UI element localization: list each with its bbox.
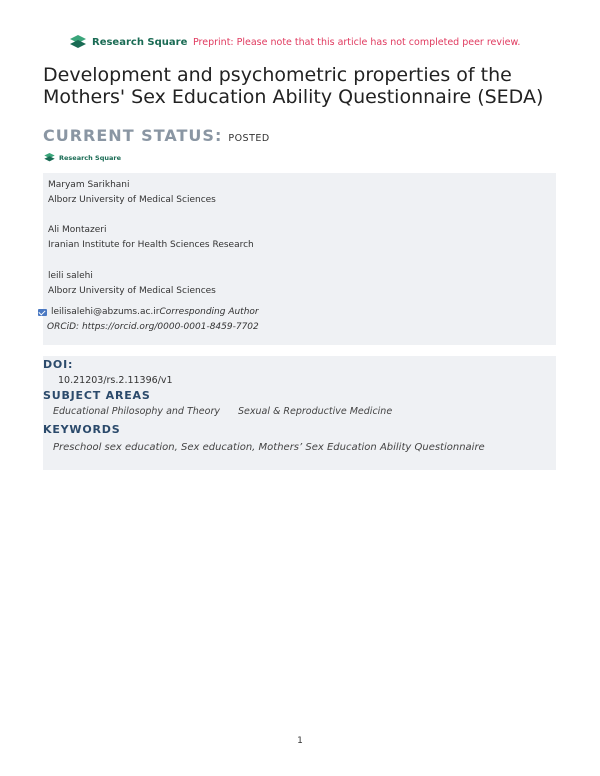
page-number: 1 (297, 736, 303, 746)
mail-icon[interactable] (38, 309, 47, 316)
subject-areas-label: SUBJECT AREAS (43, 389, 151, 402)
keywords-text: Preschool sex education, Sex education, Mothers’ Sex Education Ability Questionnaire (53, 442, 485, 453)
author-entry (48, 269, 216, 299)
subject-area-item[interactable]: Educational Philosophy and Theory (53, 406, 220, 417)
author-name: Ali Montazeri (48, 225, 107, 235)
metadata-panel (43, 356, 556, 470)
author-affiliation: Alborz University of Medical Sciences (48, 286, 216, 296)
contact-line (38, 305, 259, 320)
research-square-logo[interactable] (68, 34, 187, 50)
author-name: leili salehi (48, 271, 93, 281)
logo-text: Research Square (92, 36, 188, 48)
author-entry (48, 178, 216, 208)
author-affiliation: Iranian Institute for Health Sciences Research (48, 240, 254, 250)
orcid-link[interactable]: ORCiD: https://orcid.org/0000-0001-8459-7702 (47, 322, 259, 332)
doi-label: DOI: (43, 358, 74, 371)
corresponding-author (38, 305, 259, 335)
author-name: Maryam Sarikhani (48, 180, 130, 190)
authors-panel (43, 173, 556, 345)
subject-areas-list (53, 406, 410, 417)
research-square-logo-icon (68, 34, 88, 50)
page-header (68, 34, 548, 52)
status-value: POSTED (228, 133, 270, 144)
logo-text-small: Research Square (59, 153, 121, 162)
keywords-label: KEYWORDS (43, 423, 121, 436)
doi-value[interactable]: 10.21203/rs.2.11396/v1 (58, 375, 173, 386)
corresponding-author-label: Corresponding Author (159, 307, 259, 317)
author-affiliation: Alborz University of Medical Sciences (48, 195, 216, 205)
subject-area-item[interactable]: Sexual & Reproductive Medicine (237, 406, 393, 417)
paper-title: Development and psychometric properties of the Mothers' Sex Education Ability Questionnaire (SEDA) (43, 64, 544, 108)
current-status (43, 126, 270, 145)
author-entry (48, 223, 254, 253)
research-square-logo-small[interactable] (43, 152, 121, 163)
research-square-logo-icon (43, 152, 56, 163)
preprint-notice: Preprint: Please note that this article has not completed peer review. (193, 37, 521, 48)
author-email[interactable]: leilisalehi@abzums.ac.ir (51, 307, 160, 317)
status-label: CURRENT STATUS: (43, 126, 223, 145)
